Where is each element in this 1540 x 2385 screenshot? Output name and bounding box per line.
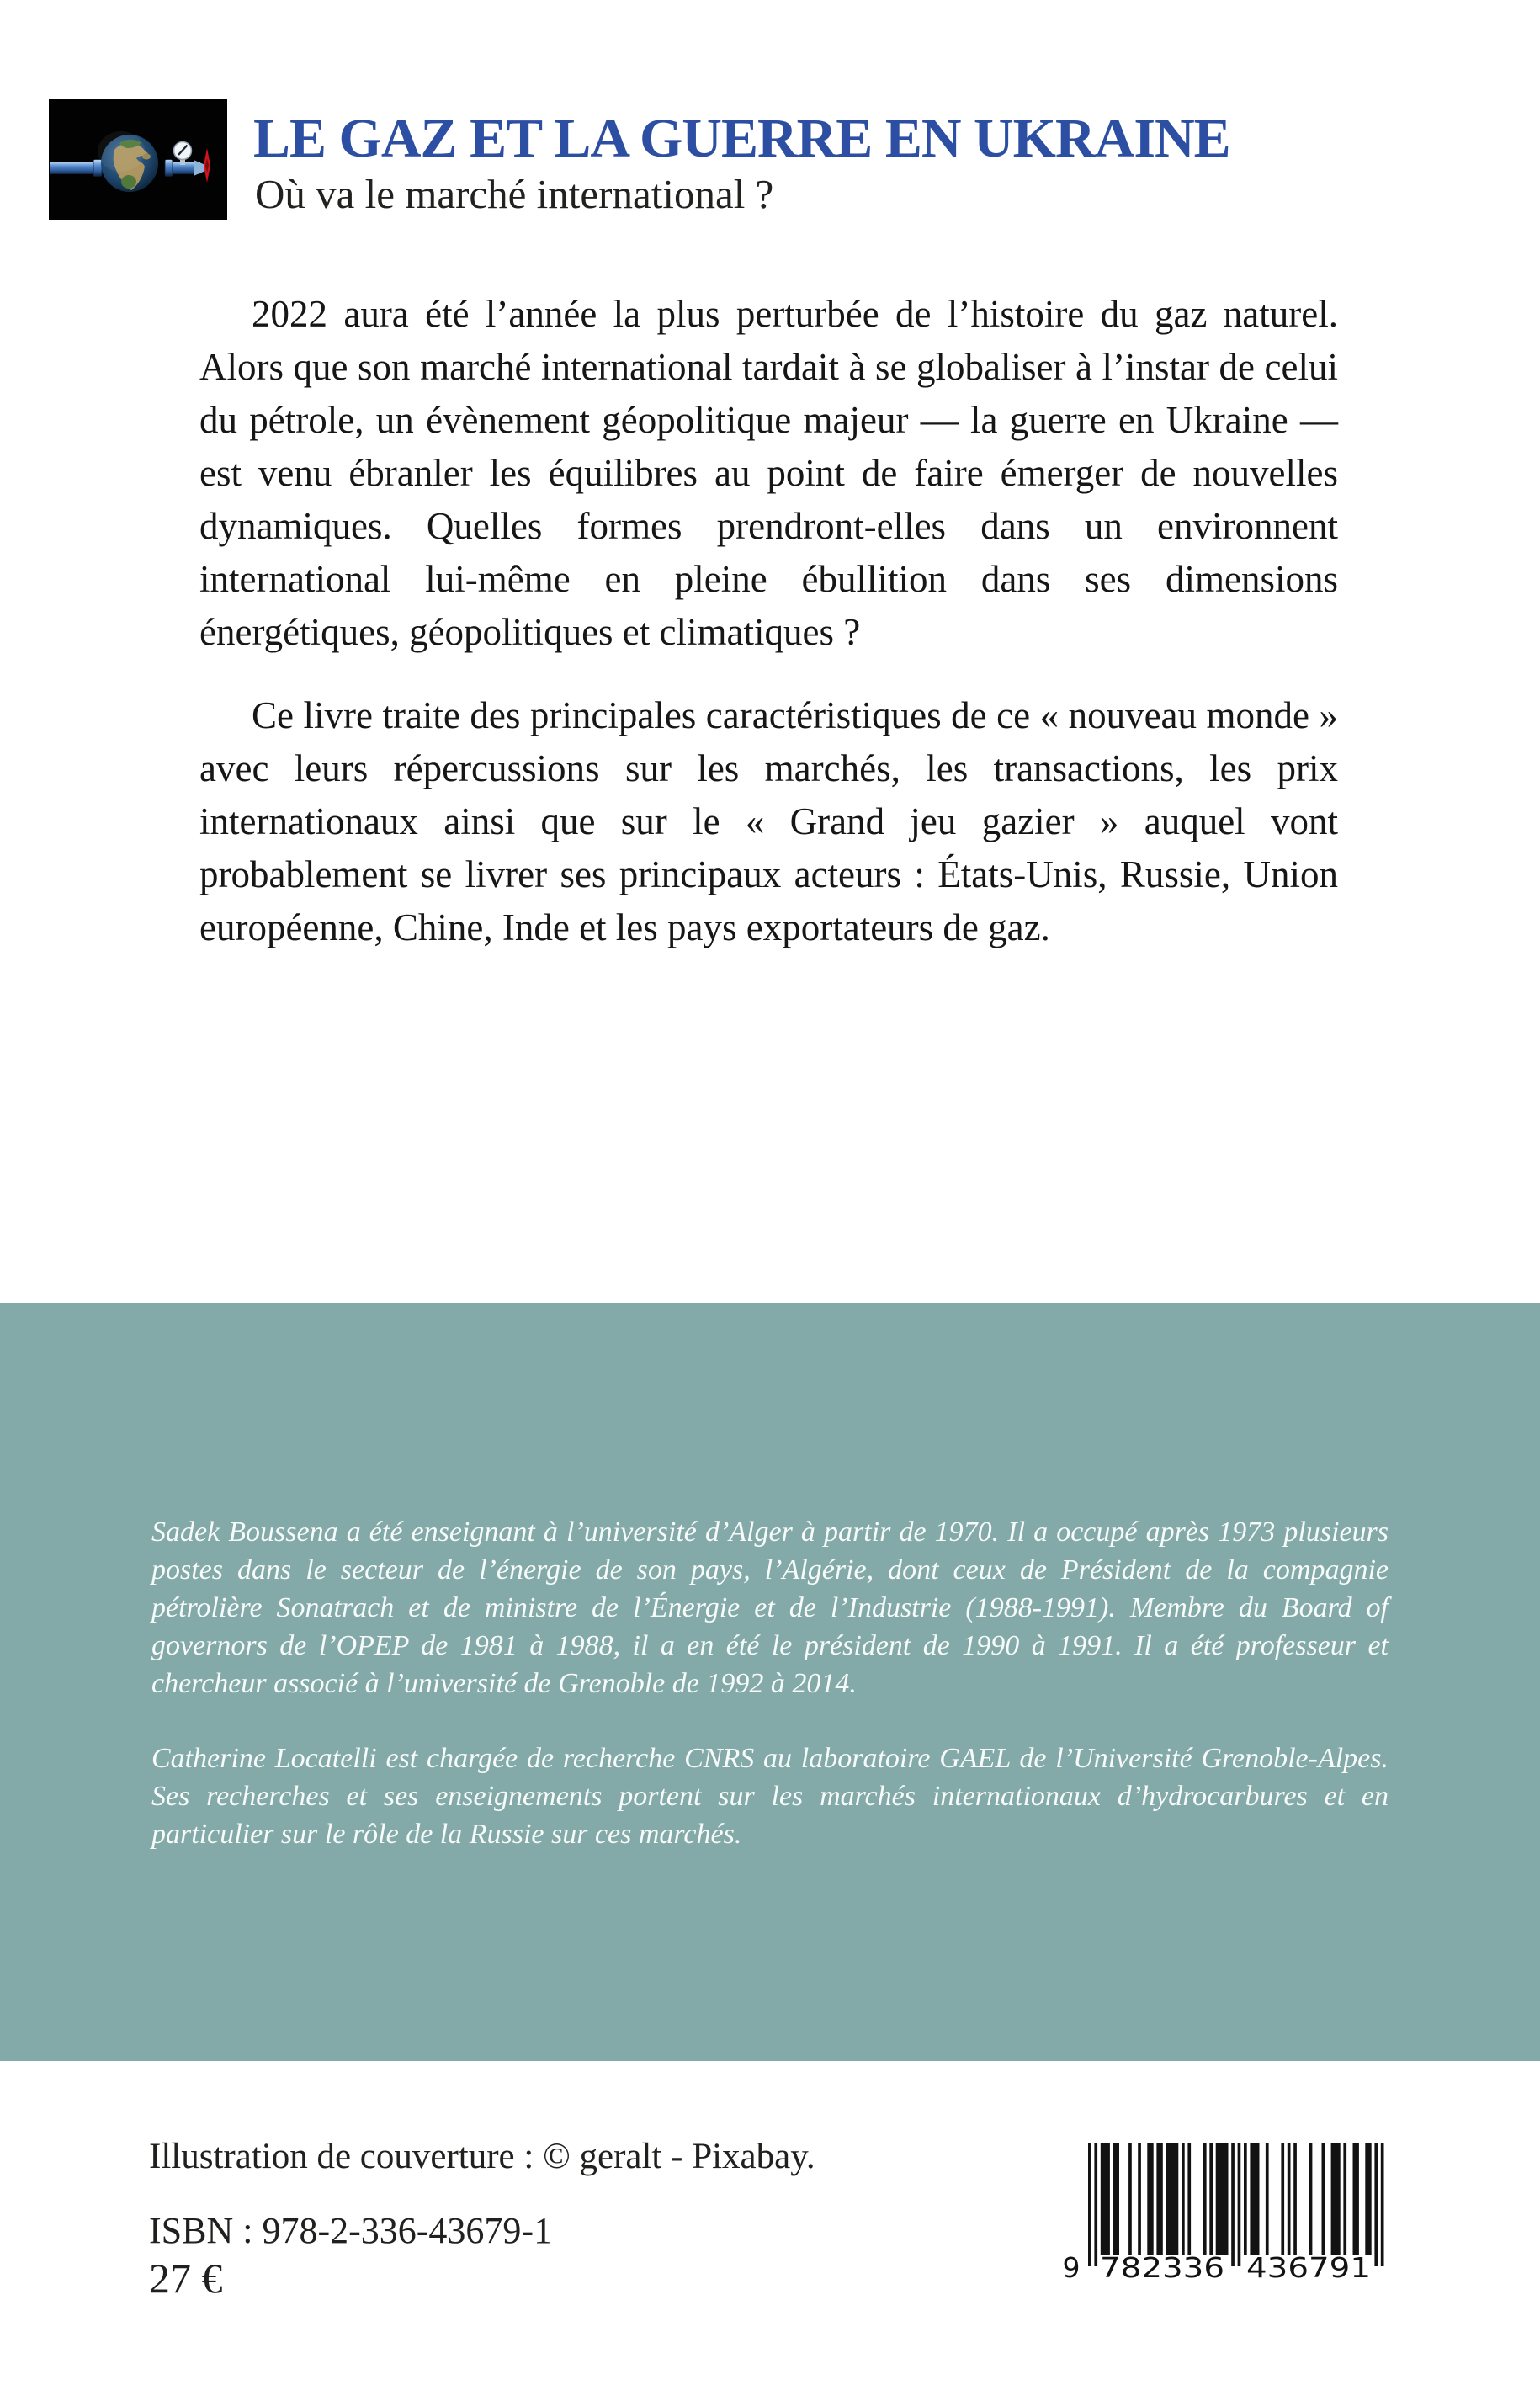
author-bio-sadek-boussena: Sadek Boussena a été enseignant à l’université d’Alger à partir de 1970. Il a occupé après 1973 plusieurs postes dans le secteur de l’énergie de son pays, l’Algérie, dont ceux de Président de la compagnie pétrolière Sonatrach et de ministre de l’Énergie et de l’Industrie (1988-1991). Membre du Board of governors de l’OPEP de 1981 à 1988, il a en été le président de 1990 à 1991. Il a été professeur et chercheur associé à l’université de Grenoble de 1992 à 2014.: [151, 1517, 1389, 1699]
publisher-logo: [49, 99, 227, 220]
cover-illustration-credit: Illustration de couverture : © geralt - Pixabay.: [149, 2137, 815, 2176]
synopsis-paragraph-1: 2022 aura été l’année la plus perturbée de l’histoire du gaz naturel. Alors que son marché international tardait à se globaliser à l’instar de celui du pétrole, un évènement géopolitique majeur — la guerre en Ukraine — est venu ébranler les équilibres au point de faire émerger de nouvelles dynamiques. Quelles formes prendront-elles dans un environnent international lui-même en pleine ébullition dans ses dimensions énergétiques, géopolitiques et climatiques ?: [199, 293, 1338, 653]
barcode-icon: [1061, 2143, 1398, 2286]
price-label: 27 €: [149, 2255, 223, 2302]
synopsis: [199, 288, 1338, 954]
title-block: [253, 108, 1431, 217]
svg-text:436791: 436791: [1246, 2251, 1371, 2284]
page-title: LE GAZ ET LA GUERRE EN UKRAINE: [253, 108, 1230, 169]
svg-text:782336: 782336: [1100, 2251, 1224, 2284]
isbn-label: ISBN : 978-2-336-43679-1: [149, 2210, 553, 2251]
authors-band: [0, 1303, 1540, 2061]
ean13-barcode: [1061, 2143, 1398, 2286]
svg-text:9: 9: [1062, 2251, 1081, 2284]
authors-bios: [151, 1513, 1389, 1853]
globe-pipeline-icon: [49, 99, 227, 220]
synopsis-paragraph-2: Ce livre traite des principales caractéristiques de ce « nouveau monde » avec leurs répercussions sur les marchés, les transactions, les prix internationaux ainsi que sur le « Grand jeu gazier » auquel vont probablement se livrer ses principaux acteurs : États-Unis, Russie, Union européenne, Chine, Inde et les pays exportateurs de gaz.: [199, 694, 1338, 948]
author-bio-catherine-locatelli: Catherine Locatelli est chargée de recherche CNRS au laboratoire GAEL de l’Université Grenoble-Alpes. Ses recherches et ses enseignements portent sur les marchés internationaux d’hydrocarbures et en particulier sur le rôle de la Russie sur ces marchés.: [151, 1743, 1389, 1850]
page-subtitle: Où va le marché international ?: [255, 171, 774, 217]
